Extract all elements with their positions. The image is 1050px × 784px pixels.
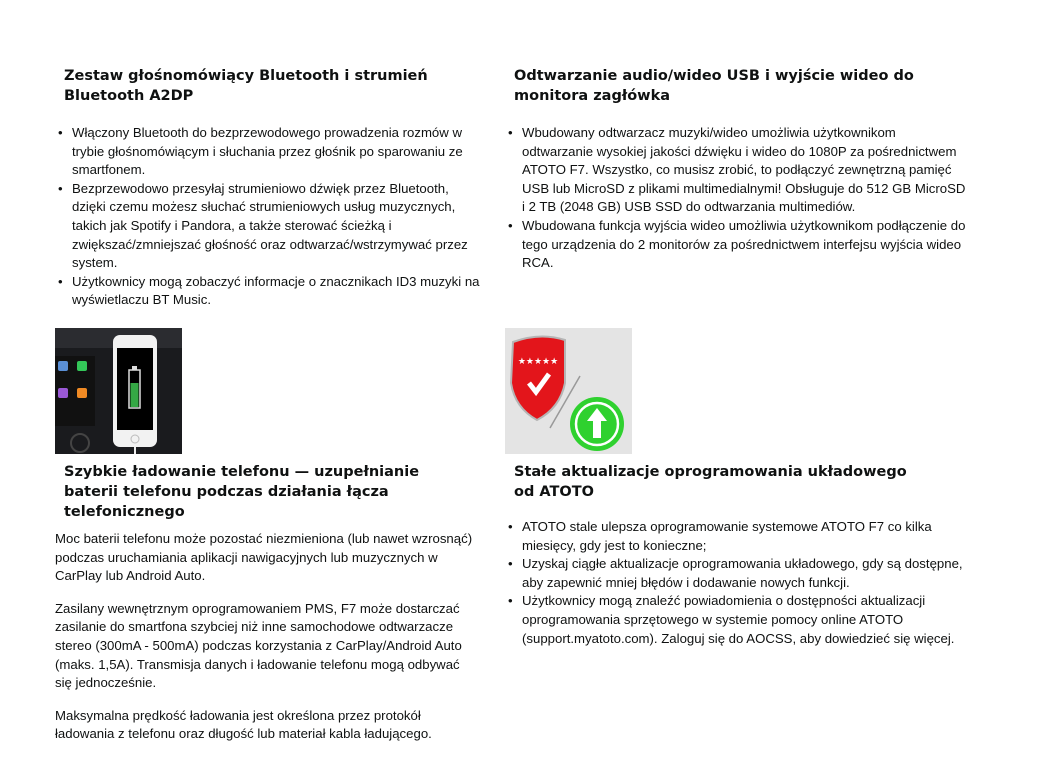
list-item: • Włączony Bluetooth do bezprzewodowego prowadzenia rozmów w trybie głośnomówiącym i słuchania przez głośnik po sparowaniu ze smartfonem.	[72, 124, 481, 180]
phone-charging-image	[55, 328, 182, 454]
section-title: Zestaw głośnomówiący Bluetooth i strumień Bluetooth A2DP	[64, 68, 428, 104]
list-item: • Użytkownicy mogą zobaczyć informacje o znacznikach ID3 muzyki na wyświetlaczu BT Music.	[72, 273, 481, 310]
list-item: • ATOTO stale ulepsza oprogramowanie systemowe ATOTO F7 co kilka miesięcy, gdy jest to konieczne;	[522, 518, 966, 555]
section-title: Szybkie ładowanie telefonu — uzupełnianie baterii telefonu podczas działania łącza telefonicznego	[64, 464, 420, 520]
list-item: • Bezprzewodowo przesyłaj strumieniowo dźwięk przez Bluetooth, dzięki czemu możesz słuchać strumieniowych usług muzycznych, takich jak Spotify i Pandora, a także sterować ścieżką i zwiększać/zmniejszać głośność oraz odtwarzać/wstrzymywać przez system.	[72, 180, 481, 273]
section-bluetooth	[56, 66, 481, 310]
list-item: • Wbudowana funkcja wyjścia wideo umożliwia użytkownikom podłączenie do tego urządzenia do 2 monitorów za pośrednictwem interfejsu wyjścia wideo RCA.	[522, 217, 966, 273]
section-charging	[55, 462, 475, 758]
section-title: Odtwarzanie audio/wideo USB i wyjście wideo do monitora zagłówka	[514, 68, 914, 104]
section-usb	[506, 66, 966, 273]
list-item: • Użytkownicy mogą znaleźć powiadomienia o dostępności aktualizacji oprogramowania sprzętowego w systemie pomocy online ATOTO (support.myatoto.com). Zaloguj się do AOCSS, aby dowiedzieć się więcej.	[522, 592, 966, 648]
section-title: Stałe aktualizacje oprogramowania układowego od ATOTO	[514, 464, 907, 500]
paragraph: Maksymalna prędkość ładowania jest określona przez protokół ładowania z telefonu oraz długość lub materiał kabla ładującego.	[55, 707, 432, 742]
firmware-update-image	[505, 328, 632, 454]
section-firmware	[506, 462, 966, 648]
list-item: • Uzyskaj ciągłe aktualizacje oprogramowania układowego, gdy są dostępne, aby zapewnić mniej błędów i dodawanie nowych funkcji.	[522, 555, 966, 592]
svg-text:★★★★★: ★★★★★	[517, 357, 559, 367]
list-item: • Wbudowany odtwarzacz muzyki/wideo umożliwia użytkownikom odtwarzanie wysokiej jakości dźwięku i wideo do 1080P za pośrednictwem ATOTO F7. Wszystko, co musisz zrobić, to podłączyć zewnętrzną pamięć USB lub MicroSD z plikami multimedialnymi! Obsługuje do 512 GB MicroSD i 2 TB (2048 GB) USB SSD do odtwarzania multimediów.	[522, 124, 966, 217]
paragraph: Moc baterii telefonu może pozostać niezmieniona (lub nawet wzrosnąć) podczas uruchamiania aplikacji nawigacyjnych lub muzycznych w CarPlay lub Android Auto.	[55, 531, 473, 584]
paragraph: Zasilany wewnętrznym oprogramowaniem PMS, F7 może dostarczać zasilanie do smartfona szybciej niż inne samochodowe odtwarzacze stereo (300mA - 500mA) podczas korzystania z CarPlay/Android Auto (maks. 1,5A). Transmisja danych i ładowanie telefonu mogą odbywać się jednocześnie.	[55, 600, 462, 691]
